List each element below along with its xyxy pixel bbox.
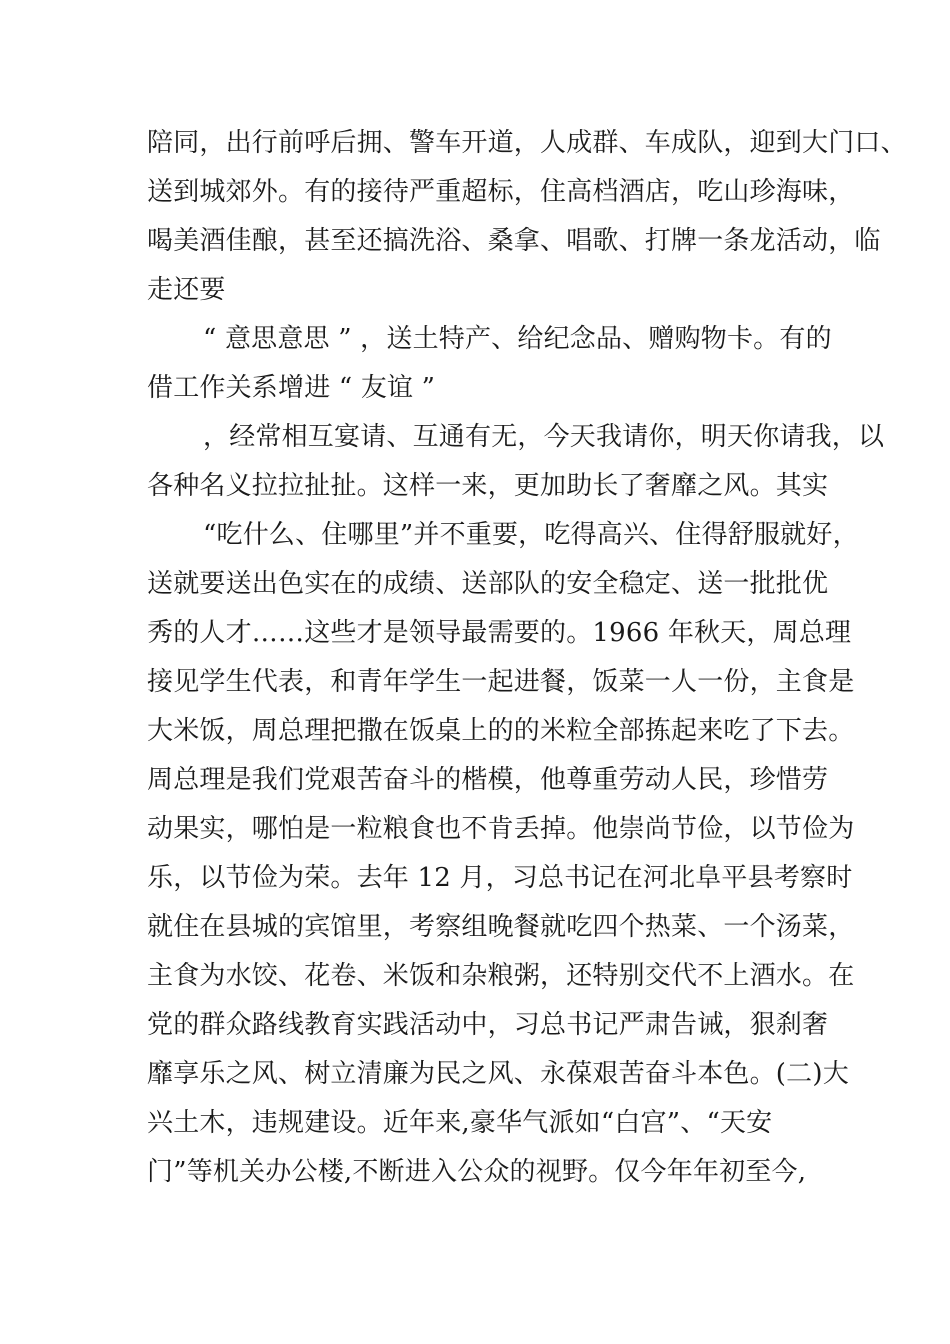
text-line: 主食为水饺、花卷、米饭和杂粮粥，还特别交代不上酒水。在 xyxy=(147,961,855,991)
text-line: 送到城郊外。有的接待严重超标，住高档酒店，吃山珍海味， xyxy=(147,177,855,207)
text-line: ，经常相互宴请、互通有无，今天我请你，明天你请我，以 xyxy=(203,422,885,452)
text-line: 走还要 xyxy=(147,275,226,305)
text-line: 兴土木，违规建设。近年来,豪华气派如“白宫”、“天安 xyxy=(147,1108,773,1138)
text-line: 就住在县城的宾馆里，考察组晚餐就吃四个热菜、一个汤菜， xyxy=(147,912,855,942)
text-line: 大米饭，周总理把撒在饭桌上的的米粒全部拣起来吃了下去。 xyxy=(147,716,855,746)
document-body xyxy=(147,119,907,1197)
text-line: 秀的人才……这些才是领导最需要的。1966 年秋天，周总理 xyxy=(147,618,852,648)
text-line: 门”等机关办公楼,不断进入公众的视野。仅今年年初至今, xyxy=(147,1157,807,1187)
text-line: 周总理是我们党艰苦奋斗的楷模，他尊重劳动人民，珍惜劳 xyxy=(147,765,829,795)
text-line: 借工作关系增进 “ 友谊 ” xyxy=(147,373,436,403)
text-line: 送就要送出色实在的成绩、送部队的安全稳定、送一批批优 xyxy=(147,569,829,599)
text-line: 党的群众路线教育实践活动中，习总书记严肃告诫，狠刹奢 xyxy=(147,1010,829,1040)
text-line: “吃什么、住哪里”并不重要，吃得高兴、住得舒服就好， xyxy=(203,520,859,550)
text-line: 动果实，哪怕是一粒粮食也不肯丢掉。他崇尚节俭，以节俭为 xyxy=(147,814,855,844)
text-line: 靡享乐之风、树立清廉为民之风、永葆艰苦奋斗本色。(二)大 xyxy=(147,1059,849,1089)
text-line: “ 意思意思 ” ，送土特产、给纪念品、赠购物卡。有的 xyxy=(203,324,832,354)
text-line: 喝美酒佳酿，甚至还搞洗浴、桑拿、唱歌、打牌一条龙活动，临 xyxy=(147,226,881,256)
text-line: 陪同，出行前呼后拥、警车开道，人成群、车成队，迎到大门口、 xyxy=(147,128,907,158)
text-line: 乐，以节俭为荣。去年 12 月，习总书记在河北阜平县考察时 xyxy=(147,863,853,893)
text-line: 各种名义拉拉扯扯。这样一来，更加助长了奢靡之风。其实 xyxy=(147,471,829,501)
text-line: 接见学生代表，和青年学生一起进餐，饭菜一人一份，主食是 xyxy=(147,667,855,697)
